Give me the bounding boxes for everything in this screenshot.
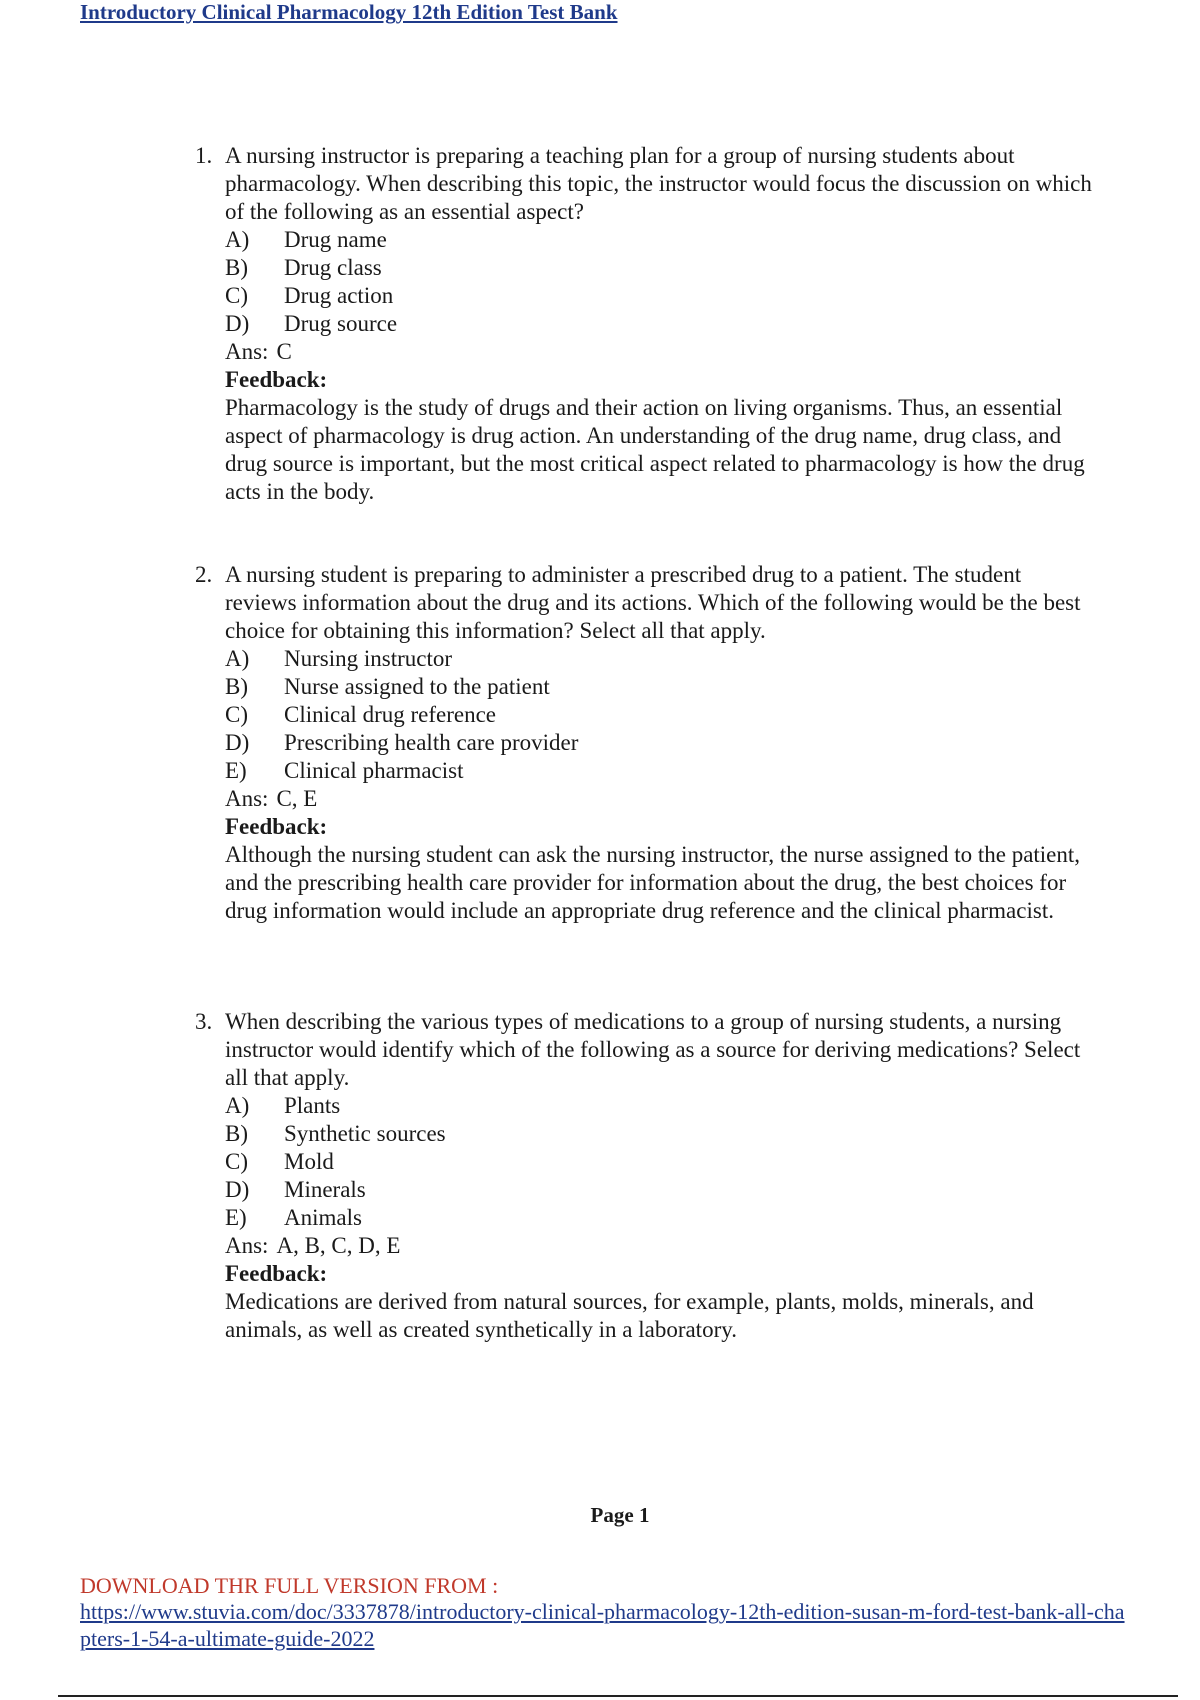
question-stem: A nursing student is preparing to administer a prescribed drug to a patient. The student reviews information about the drug and its actions. Which of the following would be the best choice for obtaining this information? Select all that apply.: [225, 562, 1081, 643]
feedback-text: Pharmacology is the study of drugs and their action on living organisms. Thus, an essential aspect of pharmacology is drug action. An understanding of the drug name, drug class, and drug source is important, but the most critical aspect related to pharmacology is how the drug acts in the body.: [225, 395, 1085, 504]
option-text: Clinical drug reference: [284, 702, 496, 727]
option-c: [225, 282, 1095, 310]
option-text: Synthetic sources: [284, 1121, 446, 1146]
page-number: Page 1: [590, 1503, 650, 1527]
option-d: [225, 1176, 1095, 1204]
option-a: [225, 645, 1095, 673]
download-link[interactable]: https://www.stuvia.com/doc/3337878/introductory-clinical-pharmacology-12th-edition-susan-m-ford-test-bank-all-chapters-1-54-a-ultimate-guide-2022: [80, 1599, 1125, 1651]
option-text: Clinical pharmacist: [284, 758, 464, 783]
feedback-label: Feedback:: [225, 814, 328, 839]
option-text: Mold: [284, 1149, 334, 1174]
option-d: [225, 310, 1095, 338]
option-letter: B): [225, 255, 248, 280]
question-number: 1.: [195, 143, 213, 168]
option-text: Plants: [284, 1093, 341, 1118]
option-text: Drug action: [284, 283, 394, 308]
option-letter: D): [225, 311, 250, 336]
option-b: [225, 254, 1095, 282]
feedback-label: Feedback:: [225, 367, 328, 392]
question-stem: When describing the various types of medications to a group of nursing students, a nursing instructor would identify which of the following as a source for deriving medications? Select all that apply.: [225, 1009, 1081, 1090]
feedback-label: Feedback:: [225, 1261, 328, 1286]
option-letter: C): [225, 1149, 248, 1174]
answer-value: C, E: [276, 786, 318, 811]
option-a: [225, 1092, 1095, 1120]
answer-line: [225, 338, 1095, 366]
option-b: [225, 1120, 1095, 1148]
option-letter: E): [225, 758, 247, 783]
download-heading: DOWNLOAD THR FULL VERSION FROM :: [80, 1573, 499, 1598]
option-letter: B): [225, 674, 248, 699]
question-number: 3.: [195, 1009, 213, 1034]
answer-label: Ans:: [225, 786, 269, 811]
option-b: [225, 673, 1095, 701]
answer-options: [225, 226, 1095, 338]
option-letter: C): [225, 283, 248, 308]
option-letter: C): [225, 702, 248, 727]
option-text: Minerals: [284, 1177, 366, 1202]
feedback-text: Although the nursing student can ask the nursing instructor, the nurse assigned to the patient, and the prescribing health care provider for information about the drug, the best choices for drug information would include an appropriate drug reference and the clinical pharmacist.: [225, 842, 1081, 923]
option-letter: D): [225, 730, 250, 755]
answer-value: A, B, C, D, E: [276, 1233, 401, 1258]
option-c: [225, 701, 1095, 729]
option-text: Drug class: [284, 255, 382, 280]
option-letter: D): [225, 1177, 250, 1202]
answer-line: [225, 785, 1095, 813]
option-letter: A): [225, 227, 250, 252]
option-letter: E): [225, 1205, 247, 1230]
question-number: 2.: [195, 562, 213, 587]
answer-label: Ans:: [225, 1233, 269, 1258]
document-title-link[interactable]: Introductory Clinical Pharmacology 12th Edition Test Bank: [80, 0, 618, 24]
feedback-text: Medications are derived from natural sources, for example, plants, molds, minerals, and animals, as well as created synthetically in a laboratory.: [225, 1289, 1034, 1342]
option-text: Nursing instructor: [284, 646, 453, 671]
question-stem: A nursing instructor is preparing a teaching plan for a group of nursing students about pharmacology. When describing this topic, the instructor would focus the discussion on which of the following as an essential aspect?: [225, 143, 1092, 224]
answer-options: [225, 645, 1095, 785]
answer-line: [225, 1232, 1095, 1260]
option-d: [225, 729, 1095, 757]
question-3: [195, 1008, 1095, 1344]
option-letter: A): [225, 646, 250, 671]
option-e: [225, 757, 1095, 785]
option-letter: A): [225, 1093, 250, 1118]
question-1: [195, 142, 1095, 506]
answer-value: C: [276, 339, 292, 364]
option-text: Prescribing health care provider: [284, 730, 579, 755]
option-text: Animals: [284, 1205, 362, 1230]
option-a: [225, 226, 1095, 254]
question-2: [195, 561, 1095, 925]
option-text: Drug name: [284, 227, 387, 252]
option-c: [225, 1148, 1095, 1176]
option-text: Drug source: [284, 311, 398, 336]
option-letter: B): [225, 1121, 248, 1146]
option-text: Nurse assigned to the patient: [284, 674, 550, 699]
bottom-divider: [58, 1695, 1178, 1697]
answer-label: Ans:: [225, 339, 269, 364]
answer-options: [225, 1092, 1095, 1232]
option-e: [225, 1204, 1095, 1232]
